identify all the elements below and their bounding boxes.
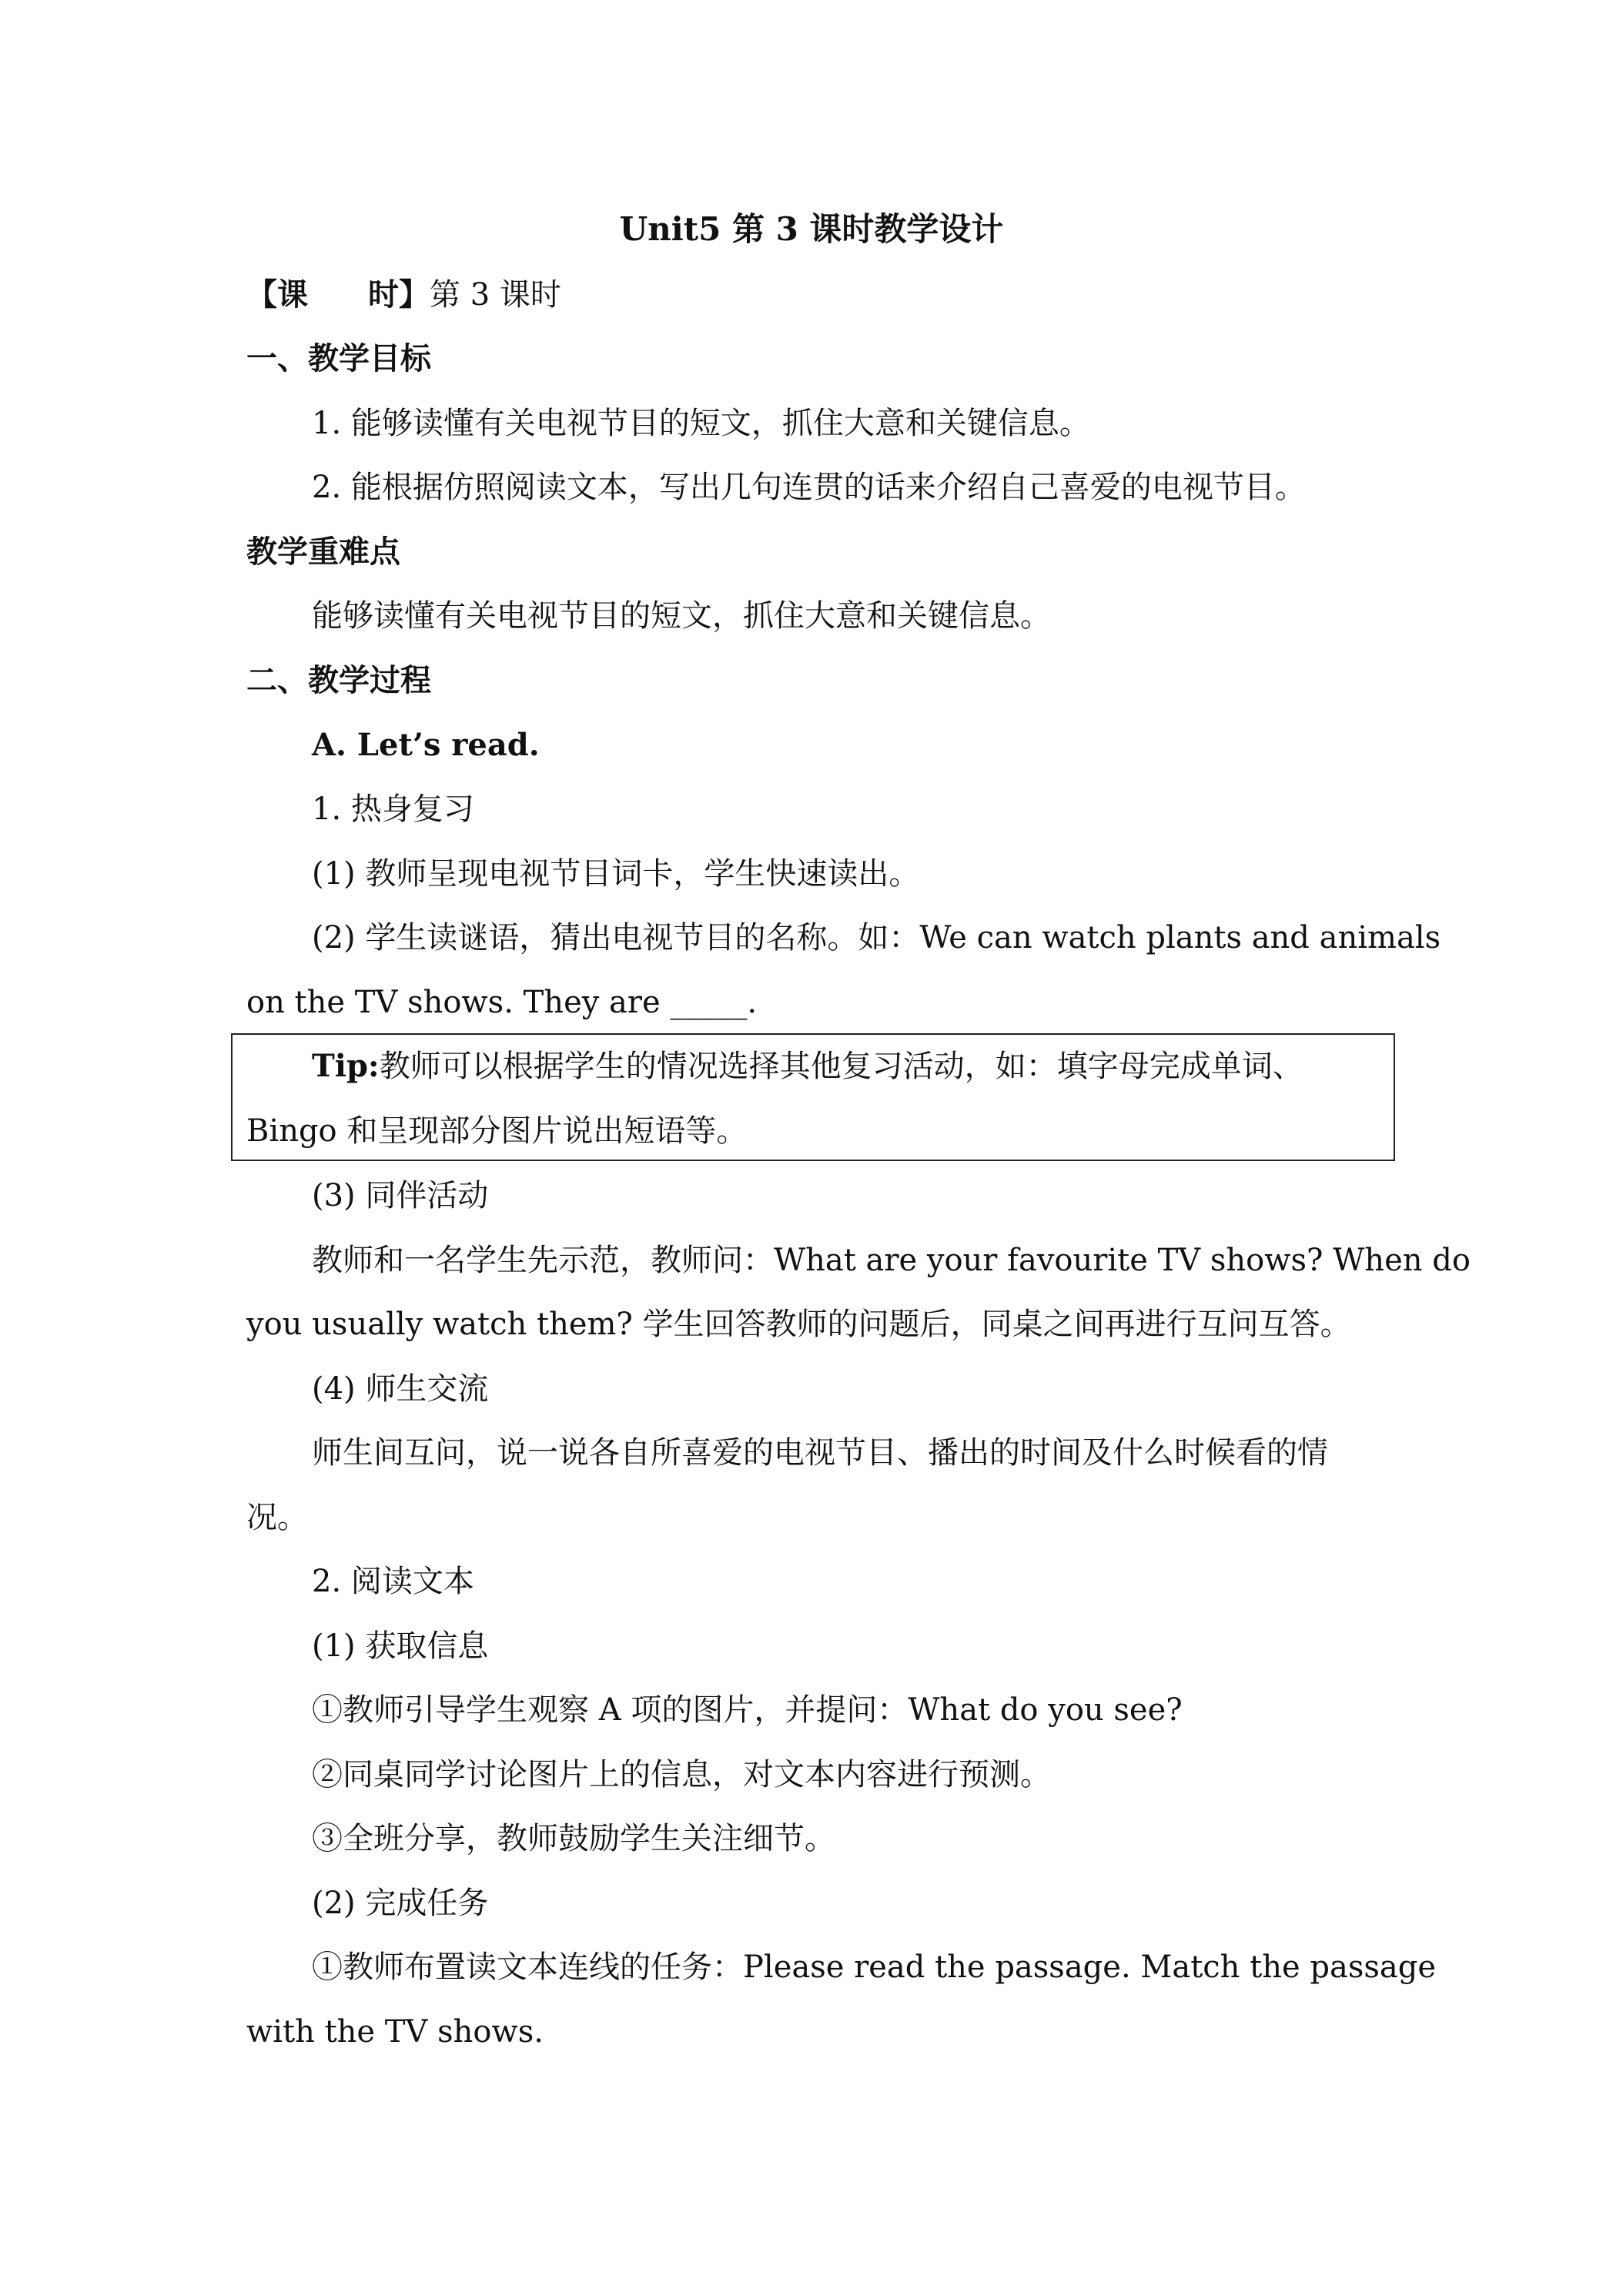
step2-sub1-b: ②同桌同学讨论图片上的信息，对文本内容进行预测。 bbox=[312, 1757, 1051, 1792]
section1-heading: 一、教学目标 bbox=[246, 340, 431, 377]
step2-sub2: (2) 完成任务 bbox=[312, 1886, 489, 1921]
tip-line2: Bingo 和呈现部分图片说出短语等。 bbox=[246, 1113, 748, 1149]
step2-sub1: (1) 获取信息 bbox=[312, 1628, 489, 1664]
step1-item1: (1) 教师呈现电视节目词卡，学生快速读出。 bbox=[312, 856, 920, 892]
step1-item4-line1: 师生间互问，说一说各自所喜爱的电视节目、播出的时间及什么时候看的情 bbox=[312, 1435, 1328, 1471]
tip-box bbox=[231, 1033, 1395, 1161]
lesson-label-start: 【课 bbox=[246, 276, 308, 313]
goal-1: 1. 能够读懂有关电视节目的短文，抓住大意和关键信息。 bbox=[312, 406, 1090, 441]
step2-heading: 2. 阅读文本 bbox=[312, 1564, 474, 1599]
step1-item2-line1: (2) 学生读谜语，猜出电视节目的名称。如：We can watch plants and animals bbox=[312, 920, 1441, 956]
tip-text-1: 教师可以根据学生的情况选择其他复习活动，如：填字母完成单词、 bbox=[379, 1049, 1303, 1084]
step1-item2-line2: on the TV shows. They are _____. bbox=[246, 985, 758, 1020]
step2-sub2-line2: with the TV shows. bbox=[246, 2014, 544, 2050]
step2-sub1-a: ①教师引导学生观察 A 项的图片，并提问：What do you see? bbox=[312, 1692, 1183, 1728]
part-a-heading: A. Let’s read. bbox=[312, 727, 540, 763]
step2-sub2-line1: ①教师布置读文本连线的任务：Please read the passage. Match the passage bbox=[312, 1950, 1436, 1985]
lesson-value: 第 3 课时 bbox=[430, 277, 561, 313]
goal-2: 2. 能根据仿照阅读文本，写出几句连贯的话来介绍自己喜爱的电视节目。 bbox=[312, 470, 1306, 505]
key-difficulty-text: 能够读懂有关电视节目的短文，抓住大意和关键信息。 bbox=[312, 598, 1051, 634]
lesson-label-end: 时】 bbox=[368, 276, 430, 313]
lesson-line bbox=[246, 276, 561, 314]
step1-item3-line1: 教师和一名学生先示范，教师问：What are your favourite TV shows? When do bbox=[312, 1243, 1471, 1278]
step1-item3-line2: you usually watch them? 学生回答教师的问题后，同桌之间再进行互问互答。 bbox=[246, 1307, 1351, 1342]
step1-item3: (3) 同伴活动 bbox=[312, 1178, 489, 1213]
section2-heading: 二、教学过程 bbox=[246, 662, 431, 698]
step1-item4-line2: 况。 bbox=[246, 1500, 308, 1535]
step1-item4: (4) 师生交流 bbox=[312, 1371, 489, 1407]
step2-sub1-c: ③全班分享，教师鼓励学生关注细节。 bbox=[312, 1821, 835, 1856]
key-difficulty-heading: 教学重难点 bbox=[246, 534, 400, 570]
tip-label: Tip: bbox=[312, 1048, 380, 1084]
document-title: Unit5 第 3 课时教学设计 bbox=[619, 210, 1004, 248]
step1-heading: 1. 热身复习 bbox=[312, 792, 474, 827]
tip-line1 bbox=[312, 1047, 1303, 1086]
